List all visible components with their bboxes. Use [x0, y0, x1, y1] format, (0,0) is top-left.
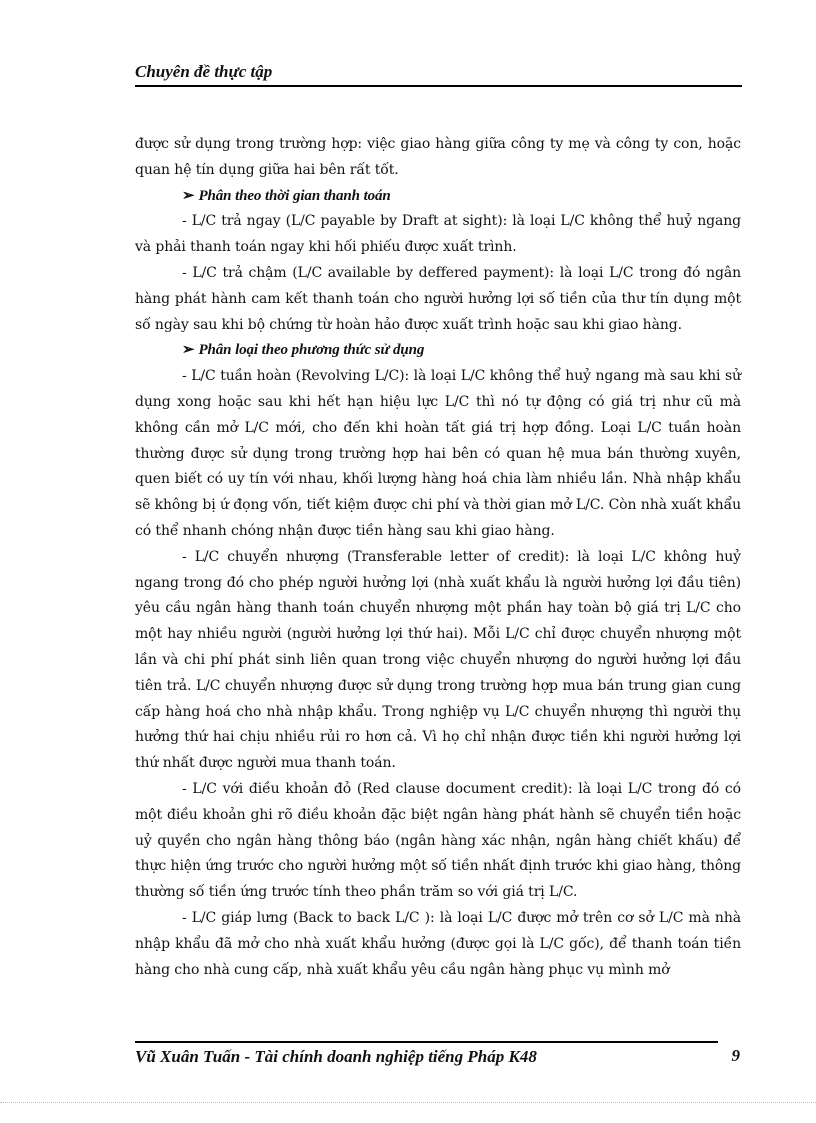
- paragraph: được sử dụng trong trường hợp: việc giao hàng giữa công ty mẹ và công ty con, hoặc quan hệ tín dụng giữa hai bên rất tốt.: [135, 136, 741, 178]
- paragraph: - L/C trả chậm (L/C available by deffered payment): là loại L/C trong đó ngân hàng phát hành cam kết thanh toán cho người hưởng lợi số tiền của thư tín dụng một số ngày sau khi bộ chứng từ hoàn hảo được xuất trình hoặc sau khi giao hàng.: [135, 264, 741, 333]
- header-title: Chuyên đề thực tập: [135, 62, 273, 81]
- paragraph: - L/C giáp lưng (Back to back L/C ): là loại L/C được mở trên cơ sở L/C mà nhà nhập khẩu đã mở cho nhà xuất khẩu hưởng (được gọi là L/C gốc), để thanh toán tiền hàng cho nhà cung cấp, nhà xuất khẩu yêu cầu ngân hàng phục vụ mình mở: [135, 909, 741, 978]
- subheading-text: Phân loại theo phương thức sử dụng: [198, 342, 425, 359]
- footer-author: Vũ Xuân Tuấn - Tài chính doanh nghiệp tiếng Pháp K48: [135, 1047, 537, 1066]
- footer-rule: [135, 1041, 718, 1043]
- arrow-bullet-icon: ➢: [182, 187, 195, 204]
- paragraph: - L/C tuần hoàn (Revolving L/C): là loại L/C không thể huỷ ngang mà sau khi sử dụng xong hoặc sau khi hết hạn hiệu lực L/C thì nó tự động có giá trị như cũ mà không cần mở L/C mới, cho đến khi hoàn tất giá trị hợp đồng. Loại L/C tuần hoàn thường được sử dụng trong trường hợp hai bên có quan hệ mua bán thường xuyên, quen biết có uy tín với nhau, khối lượng hàng hoá chia làm nhiều lần. Nhà nhập khẩu sẽ không bị ứ đọng vốn, tiết kiệm được chi phí và thời gian mở L/C. Còn nhà xuất khẩu có thể nhanh chóng nhận được tiền hàng sau khi giao hàng.: [135, 368, 741, 539]
- section-subheading: [135, 338, 741, 364]
- subheading-text: Phân theo thời gian thanh toán: [198, 187, 391, 204]
- paragraph: - L/C chuyển nhượng (Transferable letter of credit): là loại L/C không huỷ ngang trong đó cho phép người hưởng lợi (nhà xuất khẩu là người hưởng lợi đầu tiên) yêu cầu ngân hàng thanh toán chuyển nhượng một phần hay toàn bộ giá trị L/C cho một hay nhiều người (người hưởng lợi thứ hai). Mỗi L/C chỉ được chuyển nhượng một lần và chi phí phát sinh liên quan trong việc chuyển nhượng do người hưởng lợi đầu tiên trả. L/C chuyển nhượng được sử dụng trong trường hợp mua bán trung gian cung cấp hàng hoá cho nhà nhập khẩu. Trong nghiệp vụ L/C chuyển nhượng thì người thụ hưởng thứ hai chịu nhiều rủi ro hơn cả. Vì họ chỉ nhận được tiền khi người hưởng lợi thứ nhất được người mua thanh toán.: [135, 548, 741, 772]
- arrow-bullet-icon: ➢: [182, 342, 195, 359]
- paragraph: - L/C với điều khoản đỏ (Red clause document credit): là loại L/C trong đó có một điều khoản ghi rõ điều khoản đặc biệt ngân hàng phát hành sẽ chuyển tiền hoặc uỷ quyền cho ngân hàng thông báo (ngân hàng xác nhận, ngân hàng chiết khấu) để thực hiện ứng trước cho người hưởng một số tiền nhất định trước khi giao hàng, thông thường số tiền ứng trước tính theo phần trăm so với giá trị L/C.: [135, 780, 741, 901]
- page-number: 9: [731, 1046, 740, 1065]
- page-bottom-dotted-line: [0, 1102, 816, 1103]
- section-subheading: [135, 184, 741, 210]
- document-body: [135, 132, 741, 983]
- page-header: [135, 60, 742, 84]
- header-rule: [135, 85, 742, 87]
- paragraph: - L/C trả ngay (L/C payable by Draft at sight): là loại L/C không thể huỷ ngang và phải thanh toán ngay khi hối phiếu được xuất trình.: [135, 213, 741, 256]
